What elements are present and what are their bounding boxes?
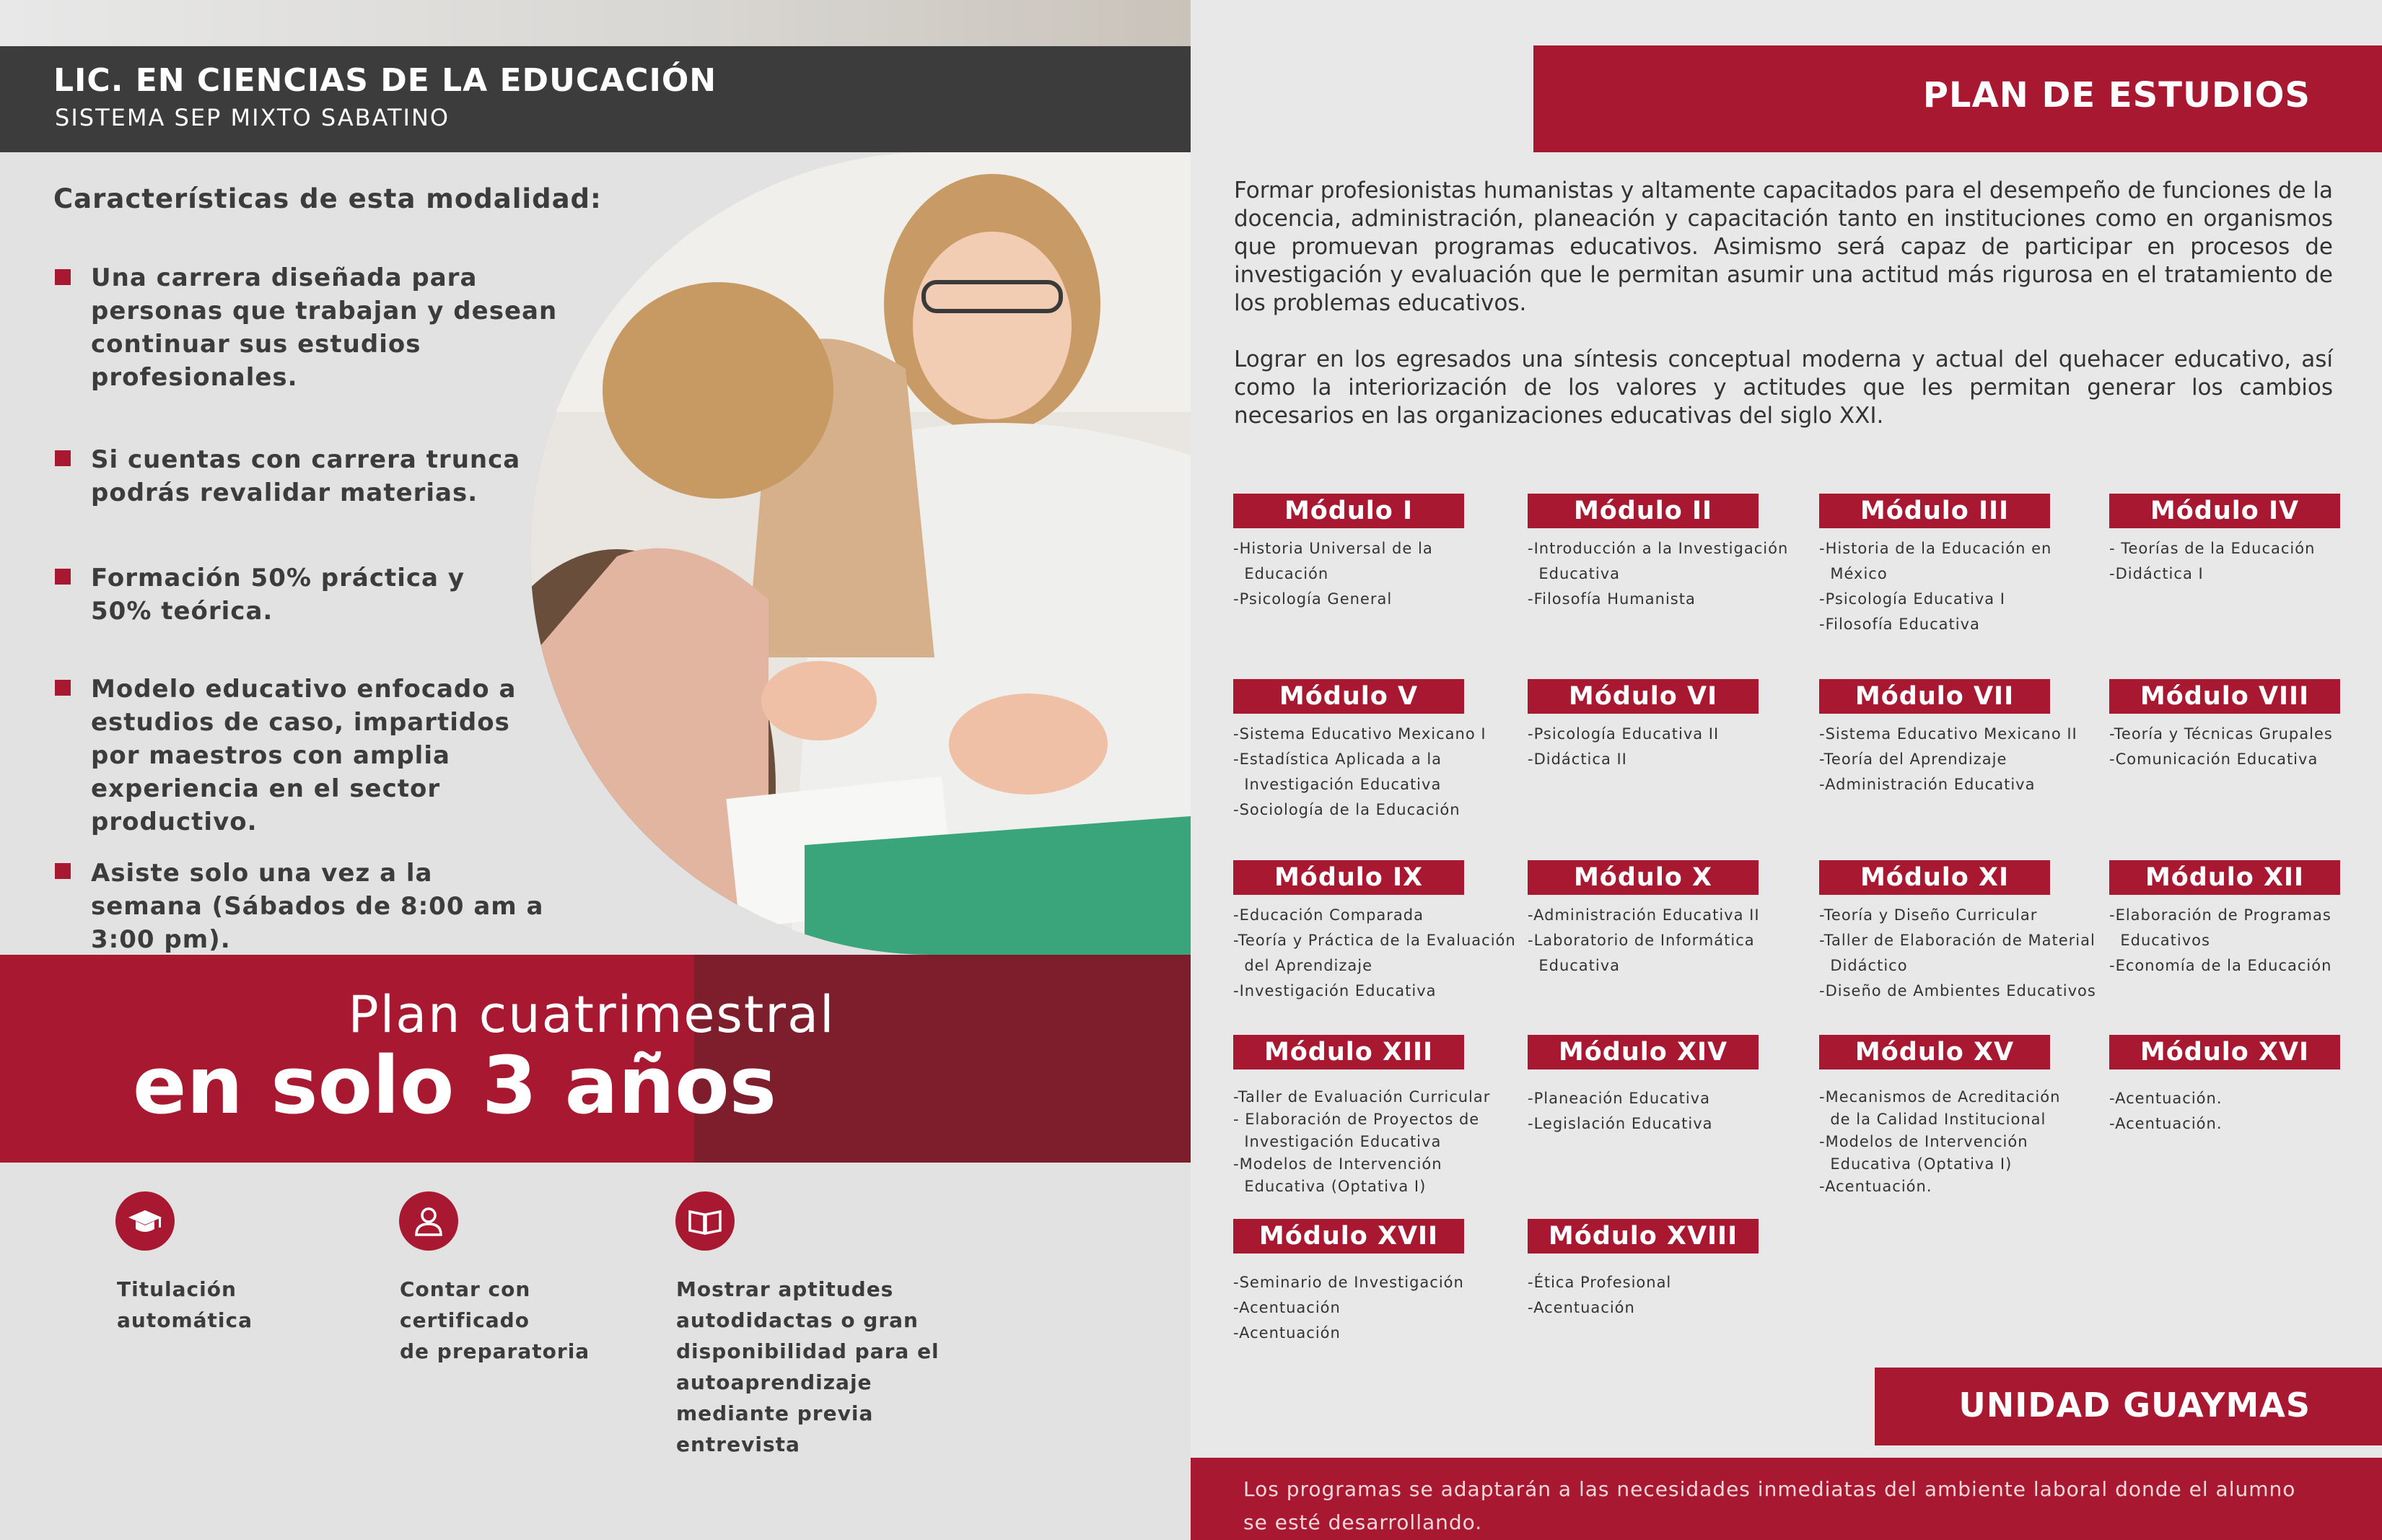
module-courses — [1528, 1086, 1713, 1137]
course-item: -Planeación Educativa — [1528, 1090, 1710, 1107]
module-courses — [1233, 722, 1486, 823]
course-item: -Sistema Educativo Mexicano II — [1819, 725, 2077, 743]
course-item: -Economía de la Educación — [2109, 957, 2332, 974]
module-header: Módulo III — [1819, 494, 2050, 528]
module-courses — [1819, 1086, 2060, 1198]
module-header: Módulo X — [1528, 860, 1759, 895]
photo-top-strip — [0, 0, 1191, 46]
module-courses — [1528, 1270, 1671, 1321]
course-item: del Aprendizaje — [1233, 957, 1373, 974]
course-item: -Acentuación — [1528, 1299, 1635, 1316]
course-item: -Historia Universal de la — [1233, 540, 1433, 557]
course-item: -Estadística Aplicada a la — [1233, 751, 1442, 768]
module-header: Módulo I — [1233, 494, 1464, 528]
user-icon — [399, 1191, 458, 1251]
course-item: -Taller de Evaluación Curricular — [1233, 1088, 1491, 1106]
course-item: -Filosofía Humanista — [1528, 590, 1696, 608]
course-item: -Administración Educativa II — [1528, 906, 1760, 924]
requirement-text: Titulación automática — [117, 1277, 253, 1332]
module-courses — [1819, 536, 2052, 637]
course-item: -Psicología Educativa II — [1528, 725, 1720, 743]
course-item: -Teoría y Diseño Curricular — [1819, 906, 2038, 924]
module-courses — [1233, 1086, 1490, 1198]
course-item: - Elaboración de Proyectos de — [1233, 1111, 1480, 1128]
module-courses — [2109, 722, 2333, 772]
module-header: Módulo XIV — [1528, 1035, 1759, 1069]
course-item: Educación — [1233, 565, 1329, 582]
course-item: -Acentuación — [1233, 1324, 1341, 1342]
course-item: -Diseño de Ambientes Educativos — [1819, 982, 2096, 999]
course-item: -Investigación Educativa — [1233, 982, 1437, 999]
module-header: Módulo II — [1528, 494, 1759, 528]
bullet-item: Formación 50% práctica y 50% teórica. — [91, 564, 465, 626]
module-header: Módulo XI — [1819, 860, 2050, 895]
bullet-item: Si cuentas con carrera trunca podrás revalidar materias. — [91, 445, 521, 507]
module-header: Módulo VI — [1528, 679, 1759, 714]
course-item: - Teorías de la Educación — [2109, 540, 2316, 557]
course-item: -Administración Educativa — [1819, 776, 2036, 793]
bullet-marker — [55, 863, 71, 879]
course-item: Educativa (Optativa I) — [1819, 1155, 2013, 1173]
course-item: -Historia de la Educación en — [1819, 540, 2052, 557]
module-courses — [2109, 536, 2315, 587]
course-item: -Comunicación Educativa — [2109, 751, 2318, 768]
course-item: -Laboratorio de Informática — [1528, 932, 1755, 949]
course-item: -Acentuación. — [2109, 1090, 2223, 1107]
module-courses — [2109, 1086, 2223, 1137]
course-item: -Filosofía Educativa — [1819, 616, 1980, 633]
module-header: Módulo XVII — [1233, 1219, 1464, 1254]
intro-paragraph: Lograr en los egresados una síntesis conceptual moderna y actual del quehacer educativo, así como la interiorización de los valores y actitudes que les permitan generar los cambios necesarios en las organizaciones educativas del siglo XXI. — [1234, 346, 2333, 429]
module-header: Módulo VIII — [2109, 679, 2340, 714]
module-courses — [1233, 903, 1516, 1004]
course-item: -Taller de Elaboración de Material — [1819, 932, 2096, 949]
course-item: -Teoría y Técnicas Grupales — [2109, 725, 2333, 743]
course-item: -Seminario de Investigación — [1233, 1274, 1464, 1291]
course-item: Investigación Educativa — [1233, 776, 1442, 793]
course-item: Educativa — [1528, 957, 1621, 974]
characteristics-title: Características de esta modalidad: — [53, 183, 602, 214]
bullet-marker — [55, 680, 71, 696]
plan-banner-line2: en solo 3 años — [132, 1039, 777, 1132]
module-header: Módulo XIII — [1233, 1035, 1464, 1069]
course-item: -Educación Comparada — [1233, 906, 1424, 924]
module-header: Módulo V — [1233, 679, 1464, 714]
module-header: Módulo IX — [1233, 860, 1464, 895]
module-courses — [1233, 1270, 1464, 1346]
module-courses — [1233, 536, 1433, 612]
course-item: -Legislación Educativa — [1528, 1115, 1713, 1132]
course-item: -Psicología Educativa I — [1819, 590, 2005, 608]
course-item: -Didáctica II — [1528, 751, 1627, 768]
course-item: -Acentuación — [1233, 1299, 1341, 1316]
requirement-text: Contar con certificado de preparatoria — [400, 1277, 590, 1363]
course-item: -Elaboración de Programas — [2109, 906, 2331, 924]
course-item: -Psicología General — [1233, 590, 1393, 608]
course-item: -Teoría y Práctica de la Evaluación — [1233, 932, 1516, 949]
plan-banner-line1: Plan cuatrimestral — [348, 985, 836, 1044]
module-courses — [1528, 536, 1788, 612]
module-courses — [1528, 722, 1719, 772]
course-item: de la Calidad Institucional — [1819, 1111, 2046, 1128]
module-header: Módulo XII — [2109, 860, 2340, 895]
course-item: -Teoría del Aprendizaje — [1819, 751, 2007, 768]
bullet-item: Una carrera diseñada para personas que trabajan y desean continuar sus estudios profesionales. — [91, 263, 558, 392]
module-header: Módulo IV — [2109, 494, 2340, 528]
module-header: Módulo XV — [1819, 1035, 2050, 1069]
bullet-item: Asiste solo una vez a la semana (Sábados de 8:00 am a 3:00 pm). — [91, 859, 544, 954]
course-item: -Mecanismos de Acreditación — [1819, 1088, 2061, 1106]
footer-note: Los programas se adaptarán a las necesidades inmediatas del ambiente laboral donde el alumno se esté desarrollando. — [1243, 1477, 2296, 1534]
bullet-marker — [55, 569, 71, 585]
bullet-marker — [55, 269, 71, 285]
course-item: -Didáctica I — [2109, 565, 2204, 582]
course-item: -Sistema Educativo Mexicano I — [1233, 725, 1486, 743]
bullet-marker — [55, 450, 71, 466]
course-item: -Ética Profesional — [1528, 1274, 1672, 1291]
program-title: LIC. EN CIENCIAS DE LA EDUCACIÓN — [53, 62, 717, 99]
course-item: -Sociología de la Educación — [1233, 801, 1461, 818]
course-item: Investigación Educativa — [1233, 1133, 1442, 1150]
module-header: Módulo XVI — [2109, 1035, 2340, 1069]
course-item: México — [1819, 565, 1888, 582]
plan-header-title: PLAN DE ESTUDIOS — [1922, 75, 2311, 115]
course-item: -Modelos de Intervención — [1233, 1155, 1442, 1173]
intro-paragraph: Formar profesionistas humanistas y altamente capacitados para el desempeño de funciones de la docencia, administración, planeación y capacitación tanto en instituciones como en organismos que promuevan programas educativos. Asimismo será capaz de participar en procesos de investigación y evaluación que le permitan asumir una actitud más rigurosa en el tratamiento de los problemas educativos. — [1234, 178, 2333, 316]
graduation-cap-icon — [115, 1191, 175, 1251]
module-courses — [1528, 903, 1760, 979]
module-header: Módulo XVIII — [1528, 1219, 1759, 1254]
course-item: Didáctico — [1819, 957, 1908, 974]
module-courses — [2109, 903, 2331, 979]
unidad-label: UNIDAD GUAYMAS — [1958, 1386, 2311, 1425]
course-item: Educativa — [1528, 565, 1621, 582]
course-item: -Modelos de Intervención — [1819, 1133, 2028, 1150]
course-item: Educativa (Optativa I) — [1233, 1178, 1427, 1195]
course-item: Educativos — [2109, 932, 2210, 949]
course-item: -Acentuación. — [1819, 1178, 1932, 1195]
requirement-text: Mostrar aptitudes autodidactas o gran disponibilidad para el autoaprendizaje mediante previa entrevista — [676, 1277, 940, 1456]
module-courses — [1819, 722, 2077, 797]
module-header: Módulo VII — [1819, 679, 2050, 714]
book-icon — [675, 1191, 735, 1251]
program-subtitle: SISTEMA SEP MIXTO SABATINO — [55, 104, 450, 131]
course-item: -Introducción a la Investigación — [1528, 540, 1789, 557]
bullet-item: Modelo educativo enfocado a estudios de caso, impartidos por maestros con amplia experiencia en el sector productivo. — [91, 675, 517, 836]
module-courses — [1819, 903, 2096, 1004]
course-item: -Acentuación. — [2109, 1115, 2223, 1132]
